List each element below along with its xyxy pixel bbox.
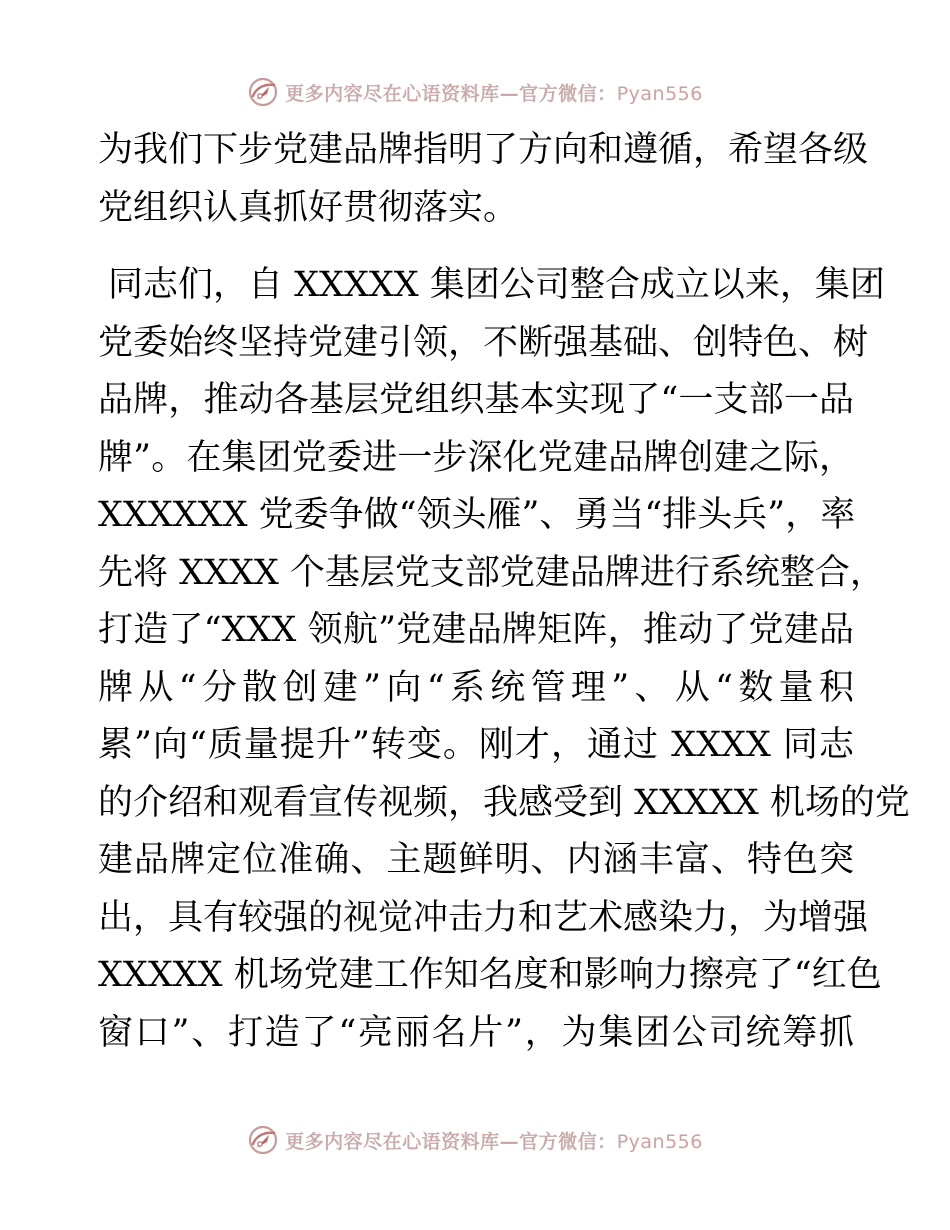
text-line: XXXXXX 党委争做“领头雁”、勇当“排头兵”，率: [98, 495, 856, 535]
watermark: [247, 1124, 703, 1156]
page-footer-watermark: [0, 1120, 950, 1160]
text-line: 为我们下步党建品牌指明了方向和遵循，希望各级: [98, 130, 869, 170]
watermark: [247, 76, 703, 108]
watermark-label: 官方微信：: [519, 1130, 617, 1153]
watermark-separator: —: [499, 82, 520, 105]
text-line: 品牌，推动各基层党组织基本实现了“一支部一品: [98, 380, 854, 420]
watermark-wechat-id: Pyan556: [616, 82, 703, 105]
text-line: 党组织认真抓好贯彻落实。: [98, 187, 519, 228]
watermark-main-text: 更多内容尽在心语资料库: [285, 82, 500, 105]
text-line: 累”向“质量提升”转变。刚才，通过 XXXX 同志: [98, 725, 854, 765]
page-header-watermark: [0, 72, 950, 112]
text-line: 牌”。在集团党委进一步深化党建品牌创建之际，: [98, 437, 854, 478]
text-line: XXXXX 机场党建工作知名度和影响力擦亮了“红色: [98, 955, 882, 995]
text-line: 窗口”、打造了“亮丽名片”，为集团公司统筹抓: [98, 1012, 854, 1053]
watermark-main-text: 更多内容尽在心语资料库: [285, 1130, 500, 1153]
watermark-label: 官方微信：: [519, 82, 617, 105]
quill-swirl-logo-icon: [247, 76, 279, 108]
text-line: 牌从“分散创建”向“系统管理”、从“数量积: [98, 667, 854, 708]
text-line: 先将 XXXX 个基层党支部党建品牌进行系统整合，: [98, 552, 885, 593]
watermark-separator: —: [499, 1130, 520, 1153]
text-line: 的介绍和观看宣传视频，我感受到 XXXXX 机场的党: [98, 782, 910, 823]
paragraph-2: [98, 257, 910, 1062]
text-line: 打造了“XXX 领航”党建品牌矩阵，推动了党建品: [98, 610, 854, 650]
watermark-wechat-id: Pyan556: [616, 1130, 703, 1153]
document-body: [98, 122, 910, 1062]
text-line: 同志们，自 XXXXX 集团公司整合成立以来，集团: [108, 265, 885, 305]
text-line: 出，具有较强的视觉冲击力和艺术感染力，为增强: [98, 897, 869, 938]
paragraph-1: [98, 122, 869, 237]
text-line: 党委始终坚持党建引领，不断强基础、创特色、树: [98, 322, 869, 363]
quill-swirl-logo-icon: [247, 1124, 279, 1156]
text-line: 建品牌定位准确、主题鲜明、内涵丰富、特色突: [98, 840, 854, 880]
